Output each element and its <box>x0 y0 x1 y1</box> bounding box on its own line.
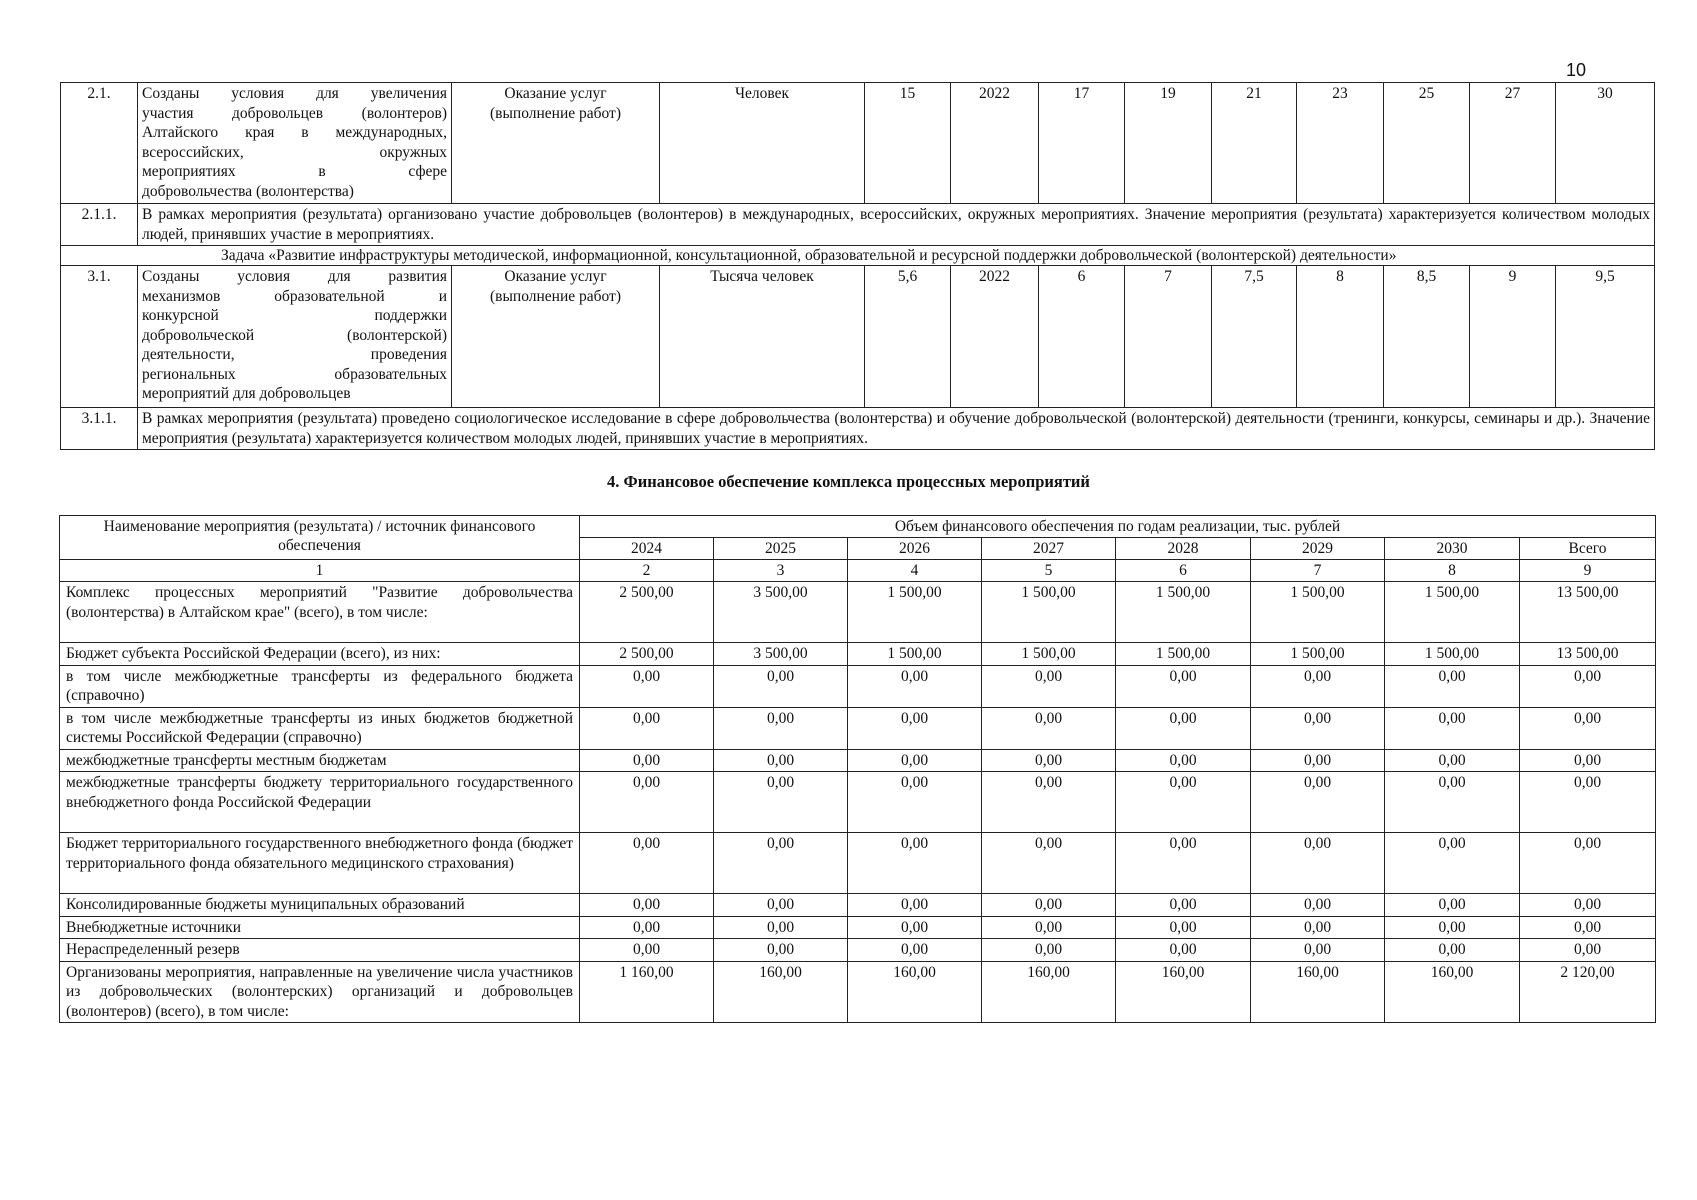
finance-value: 160,00 <box>982 961 1116 1023</box>
year-value: 8,5 <box>1384 266 1470 408</box>
year-header: 2024 <box>580 538 714 560</box>
year-header: 2030 <box>1385 538 1520 560</box>
finance-value: 160,00 <box>714 961 848 1023</box>
finance-value: 0,00 <box>1385 665 1520 707</box>
result-name-line: мероприятий для добровольцев <box>142 385 351 402</box>
result-name-line: мероприятиях в сфере <box>142 163 447 180</box>
finance-value: 0,00 <box>1520 916 1656 939</box>
finance-value: 0,00 <box>714 772 848 833</box>
finance-value: 0,00 <box>1251 772 1385 833</box>
finance-value: 0,00 <box>848 939 982 962</box>
result-type-line: Оказание услуг <box>504 268 607 285</box>
year-header: 2027 <box>982 538 1116 560</box>
finance-value: 0,00 <box>1116 665 1251 707</box>
result-unit: Человек <box>660 83 865 204</box>
finance-row-label: в том числе межбюджетные трансферты из иных бюджетов бюджетной системы Российской Федерации (справочно) <box>60 707 580 749</box>
finance-row <box>60 582 1656 643</box>
finance-value: 0,00 <box>714 707 848 749</box>
finance-value: 0,00 <box>714 749 848 772</box>
finance-row <box>60 665 1656 707</box>
finance-value: 0,00 <box>848 894 982 917</box>
finance-value: 0,00 <box>982 707 1116 749</box>
finance-row-label: Комплекс процессных мероприятий "Развитие добровольчества (волонтерства) в Алтайском крае" (всего), в том числе: <box>60 582 580 643</box>
year-value: 17 <box>1039 83 1125 204</box>
finance-value: 0,00 <box>714 939 848 962</box>
finance-row <box>60 961 1656 1023</box>
finance-row <box>60 643 1656 666</box>
finance-value: 0,00 <box>1385 833 1520 894</box>
year-header: 2025 <box>714 538 848 560</box>
task-row <box>61 246 1655 266</box>
finance-value: 13 500,00 <box>1520 582 1656 643</box>
finance-value: 1 500,00 <box>1385 643 1520 666</box>
finance-row-label: Бюджет субъекта Российской Федерации (всего), из них: <box>60 643 580 666</box>
finance-value: 0,00 <box>1116 939 1251 962</box>
finance-value: 0,00 <box>1116 749 1251 772</box>
finance-value: 0,00 <box>1520 665 1656 707</box>
result-name <box>138 266 452 408</box>
note-text: В рамках мероприятия (результата) организовано участие добровольцев (волонтеров) в международных, всероссийских, окружных мероприятиях. Значение мероприятия (результата) характеризуется количеством молодых людей, принявших участие в мероприятиях. <box>138 204 1655 246</box>
finance-value: 0,00 <box>1251 749 1385 772</box>
finance-value: 0,00 <box>580 894 714 917</box>
finance-value: 0,00 <box>848 707 982 749</box>
finance-value: 0,00 <box>1520 707 1656 749</box>
base-year: 2022 <box>951 83 1039 204</box>
finance-value: 0,00 <box>580 833 714 894</box>
finance-value: 0,00 <box>1385 772 1520 833</box>
result-type <box>452 266 660 408</box>
finance-value: 0,00 <box>1385 916 1520 939</box>
result-name-line: региональных образовательных <box>142 365 447 383</box>
finance-value: 0,00 <box>1520 749 1656 772</box>
finance-value: 0,00 <box>580 749 714 772</box>
finance-value: 3 500,00 <box>714 582 848 643</box>
finance-value: 0,00 <box>714 665 848 707</box>
note-text: В рамках мероприятия (результата) проведено социологическое исследование в сфере добровольчества (волонтерства) и обучение добровольческой (волонтерской) деятельности (тренинги, конкурсы, семинары и др.). Значение мероприятия (результата) характеризуется количеством молодых людей, принявших участие в мероприятиях. <box>138 408 1655 450</box>
column-number: 4 <box>848 560 982 582</box>
year-value: 21 <box>1212 83 1297 204</box>
finance-value: 0,00 <box>848 749 982 772</box>
finance-value: 0,00 <box>714 833 848 894</box>
result-name-line: добровольчества (волонтерства) <box>142 182 354 200</box>
finance-value: 0,00 <box>1116 707 1251 749</box>
column-number: 3 <box>714 560 848 582</box>
finance-value: 3 500,00 <box>714 643 848 666</box>
finance-value: 0,00 <box>982 939 1116 962</box>
finance-value: 0,00 <box>580 916 714 939</box>
task-text: Задача «Развитие инфраструктуры методической, информационной, консультационной, образовательной и ресурсной поддержки добровольческой (волонтерской) деятельности» <box>61 246 1655 266</box>
year-value: 8 <box>1297 266 1384 408</box>
finance-value: 1 500,00 <box>1116 582 1251 643</box>
column-number: 5 <box>982 560 1116 582</box>
finance-value: 0,00 <box>1520 939 1656 962</box>
finance-value: 13 500,00 <box>1520 643 1656 666</box>
year-header: 2026 <box>848 538 982 560</box>
finance-value: 0,00 <box>848 916 982 939</box>
note-number: 2.1.1. <box>61 204 138 246</box>
header-volume: Объем финансового обеспечения по годам реализации, тыс. рублей <box>580 516 1656 538</box>
year-value: 27 <box>1470 83 1556 204</box>
finance-value: 1 500,00 <box>982 643 1116 666</box>
result-name-line: Алтайского края в международных, <box>142 124 447 141</box>
result-type <box>452 83 660 204</box>
finance-row-label: Бюджет территориального государственного внебюджетного фонда (бюджет территориального фонда обязательного медицинского страхования) <box>60 833 580 894</box>
finance-value: 2 500,00 <box>580 582 714 643</box>
header-name: Наименование мероприятия (результата) / источник финансового обеспечения <box>60 516 580 560</box>
finance-row-label: Консолидированные бюджеты муниципальных образований <box>60 894 580 917</box>
note-number: 3.1.1. <box>61 408 138 450</box>
column-number: 2 <box>580 560 714 582</box>
result-row <box>61 266 1655 408</box>
finance-row-label: в том числе межбюджетные трансферты из федерального бюджета (справочно) <box>60 665 580 707</box>
finance-value: 1 500,00 <box>848 643 982 666</box>
finance-value: 2 120,00 <box>1520 961 1656 1023</box>
year-value: 7,5 <box>1212 266 1297 408</box>
finance-value: 0,00 <box>580 939 714 962</box>
finance-table <box>59 515 1656 1023</box>
result-name-line: деятельности, проведения <box>142 346 447 363</box>
result-name-line: участия добровольцев (волонтеров) <box>142 104 447 122</box>
column-numbers-row <box>60 560 1656 582</box>
finance-value: 0,00 <box>1251 916 1385 939</box>
finance-value: 0,00 <box>714 916 848 939</box>
finance-value: 0,00 <box>982 894 1116 917</box>
finance-value: 0,00 <box>848 833 982 894</box>
finance-value: 0,00 <box>714 894 848 917</box>
finance-row <box>60 939 1656 962</box>
year-value: 9 <box>1470 266 1556 408</box>
finance-value: 0,00 <box>1520 833 1656 894</box>
column-number: 7 <box>1251 560 1385 582</box>
result-name-line: конкурсной поддержки <box>142 307 447 324</box>
finance-value: 0,00 <box>580 772 714 833</box>
finance-value: 0,00 <box>1385 894 1520 917</box>
finance-value: 1 500,00 <box>1385 582 1520 643</box>
page-number: 10 <box>1566 60 1587 80</box>
result-name <box>138 83 452 204</box>
finance-value: 0,00 <box>1251 707 1385 749</box>
year-value: 7 <box>1125 266 1212 408</box>
finance-value: 0,00 <box>580 665 714 707</box>
result-number: 3.1. <box>61 266 138 408</box>
finance-header-row <box>60 516 1656 538</box>
base-value: 5,6 <box>865 266 951 408</box>
results-table <box>60 82 1655 450</box>
finance-row-label: межбюджетные трансферты местным бюджетам <box>60 749 580 772</box>
finance-row <box>60 894 1656 917</box>
result-name-line: всероссийских, окружных <box>142 143 447 161</box>
section-title: 4. Финансовое обеспечение комплекса процессных мероприятий <box>607 472 1090 491</box>
finance-value: 0,00 <box>1520 772 1656 833</box>
finance-value: 0,00 <box>982 665 1116 707</box>
finance-value: 0,00 <box>982 916 1116 939</box>
finance-value: 160,00 <box>1116 961 1251 1023</box>
finance-value: 0,00 <box>1116 772 1251 833</box>
note-row <box>61 408 1655 450</box>
result-row <box>61 83 1655 204</box>
year-value: 30 <box>1556 83 1655 204</box>
finance-row-label: межбюджетные трансферты бюджету территориального государственного внебюджетного фонда Российской Федерации <box>60 772 580 833</box>
finance-value: 1 500,00 <box>982 582 1116 643</box>
finance-value: 0,00 <box>1520 894 1656 917</box>
finance-row-label: Внебюджетные источники <box>60 916 580 939</box>
finance-row <box>60 772 1656 833</box>
finance-row <box>60 707 1656 749</box>
finance-value: 1 160,00 <box>580 961 714 1023</box>
finance-value: 0,00 <box>1385 707 1520 749</box>
finance-value: 0,00 <box>1251 833 1385 894</box>
column-number: 6 <box>1116 560 1251 582</box>
finance-row <box>60 916 1656 939</box>
finance-value: 1 500,00 <box>1251 643 1385 666</box>
finance-value: 0,00 <box>580 707 714 749</box>
finance-value: 0,00 <box>848 665 982 707</box>
finance-row-label: Организованы мероприятия, направленные на увеличение числа участников из добровольческих (волонтерских) организаций и добровольцев (волонтеров) (всего), в том числе: <box>60 961 580 1023</box>
year-header: 2028 <box>1116 538 1251 560</box>
year-value: 19 <box>1125 83 1212 204</box>
finance-value: 0,00 <box>1251 894 1385 917</box>
result-type-line: (выполнение работ) <box>490 104 621 122</box>
finance-value: 160,00 <box>1385 961 1520 1023</box>
finance-value: 1 500,00 <box>848 582 982 643</box>
base-value: 15 <box>865 83 951 204</box>
column-number: 1 <box>60 560 580 582</box>
result-type-line: (выполнение работ) <box>490 287 621 305</box>
year-header: Всего <box>1520 538 1656 560</box>
result-name-line: механизмов образовательной и <box>142 287 447 305</box>
finance-value: 0,00 <box>982 749 1116 772</box>
finance-value: 0,00 <box>1116 894 1251 917</box>
finance-value: 0,00 <box>1251 665 1385 707</box>
finance-value: 1 500,00 <box>1116 643 1251 666</box>
result-number: 2.1. <box>61 83 138 204</box>
base-year: 2022 <box>951 266 1039 408</box>
result-name-line: добровольческой (волонтерской) <box>142 326 447 344</box>
result-name-line: Созданы условия для увеличения <box>142 85 447 102</box>
finance-row <box>60 833 1656 894</box>
finance-value: 0,00 <box>1116 833 1251 894</box>
finance-value: 0,00 <box>1385 939 1520 962</box>
finance-value: 0,00 <box>848 772 982 833</box>
note-row <box>61 204 1655 246</box>
finance-row-label: Нераспределенный резерв <box>60 939 580 962</box>
column-number: 9 <box>1520 560 1656 582</box>
finance-value: 0,00 <box>1116 916 1251 939</box>
year-value: 23 <box>1297 83 1384 204</box>
finance-value: 160,00 <box>848 961 982 1023</box>
finance-value: 0,00 <box>1385 749 1520 772</box>
finance-value: 0,00 <box>1251 939 1385 962</box>
finance-value: 0,00 <box>982 833 1116 894</box>
year-header: 2029 <box>1251 538 1385 560</box>
result-unit: Тысяча человек <box>660 266 865 408</box>
finance-value: 1 500,00 <box>1251 582 1385 643</box>
column-number: 8 <box>1385 560 1520 582</box>
year-value: 9,5 <box>1556 266 1655 408</box>
result-type-line: Оказание услуг <box>504 85 607 102</box>
finance-value: 160,00 <box>1251 961 1385 1023</box>
finance-value: 0,00 <box>982 772 1116 833</box>
finance-value: 2 500,00 <box>580 643 714 666</box>
year-value: 6 <box>1039 266 1125 408</box>
year-value: 25 <box>1384 83 1470 204</box>
finance-row <box>60 749 1656 772</box>
result-name-line: Созданы условия для развития <box>142 268 447 285</box>
